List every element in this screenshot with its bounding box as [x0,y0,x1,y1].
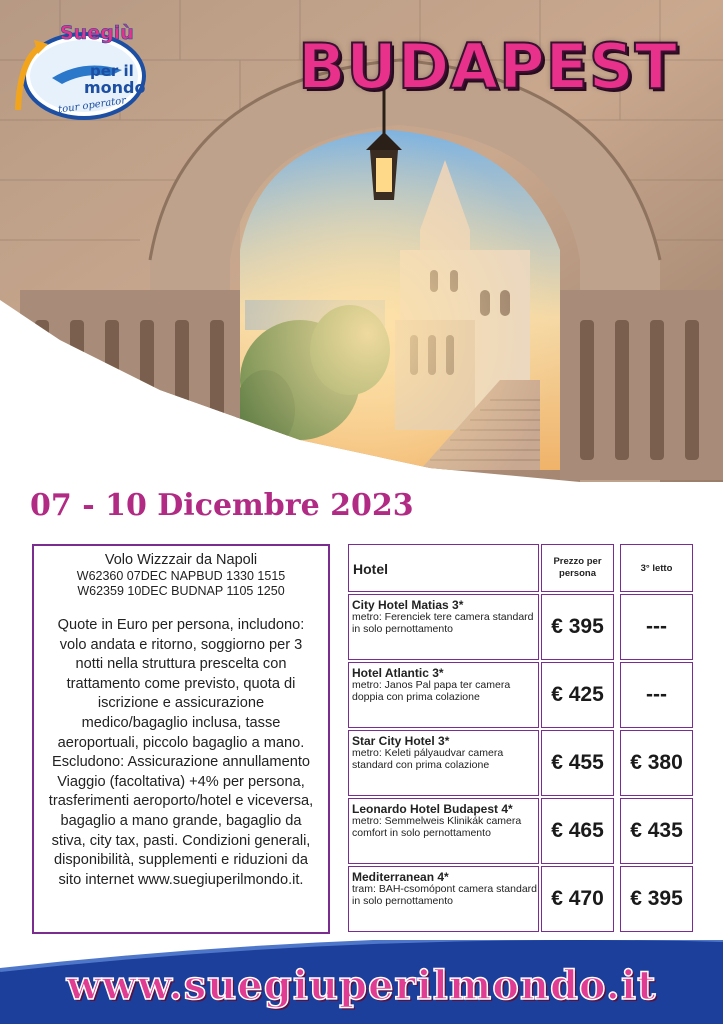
table-row [348,866,539,932]
table-row [348,730,539,796]
header-price-label: Prezzo per persona [553,556,602,579]
price-cell: € 465 [541,798,614,864]
header-price [541,544,614,592]
header-third-bed-label: 3° letto [640,563,673,574]
table-row [348,798,539,864]
third-bed-cell: € 395 [620,866,693,932]
travel-dates: 07 - 10 Dicembre 2023 [30,488,414,523]
brand-logo[interactable] [12,18,152,124]
third-bed-cell: --- [620,594,693,660]
flight-title: Volo Wizzzair da Napoli [104,552,258,568]
header-hotel-label: Hotel [353,561,388,577]
hotel-name: Leonardo Hotel Budapest 4* [352,802,513,816]
header-third-bed [620,544,693,592]
flight-line-outbound: W62360 07DEC NAPBUD 1330 1515 [76,569,286,583]
table-row [348,594,539,660]
hotel-details: metro: Ferenciek tere camera standard in solo pernottamento [352,611,534,635]
header-hotel [348,544,539,592]
logo-text-bottom: mondo [84,78,146,97]
logo-text-top: Suegiù [60,22,134,44]
trip-info-box [32,544,330,934]
hotel-details: metro: Janos Pal papa ter camera doppia con prima colazione [352,679,511,703]
hotel-name: City Hotel Matias 3* [352,598,464,612]
price-cell: € 395 [541,594,614,660]
flight-line-return: W62359 10DEC BUDNAP 1105 1250 [77,584,285,598]
price-cell: € 470 [541,866,614,932]
footer-banner [0,940,723,1024]
hotel-details: metro: Semmelweis Klinikák camera comfort in solo pernottamento [352,815,522,839]
hotel-details: metro: Keleti pályaudvar camera standard con prima colazione [352,747,504,771]
destination-title: BUDAPEST [298,30,678,103]
hotel-details: tram: BAH-csomópont camera standard in solo pernottamento [352,883,537,907]
price-cell: € 455 [541,730,614,796]
logo-text-mid: per il [90,62,134,80]
hotel-name: Hotel Atlantic 3* [352,666,444,680]
third-bed-cell: € 435 [620,798,693,864]
trip-conditions-text: Quote in Euro per persona, includono: volo andata e ritorno, soggiorno per 3 notti nella struttura prescelta con trattamento come previsto, quota di iscrizione e assicurazione medico/bagaglio inclusa, tasse aeroportuali, piccolo bagaglio a mano. Escludono: Assicurazione annullamento Viaggio (facoltativa) +4% per persona, trasferimenti aeroporto/hotel e viceversa, bagaglio a mano grande, bagaglio da stiva, city tax, pasti. Condizioni generali, disponibilità, supplementi e riduzioni da sito internet www.suegiuperilmondo.it. [48,617,314,888]
third-bed-cell: € 380 [620,730,693,796]
hotel-name: Mediterranean 4* [352,870,449,884]
third-bed-cell: --- [620,662,693,728]
hotel-name: Star City Hotel 3* [352,734,450,748]
price-cell: € 425 [541,662,614,728]
website-link[interactable]: www.suegiuperilmondo.it [66,962,657,1009]
logo-tagline: tour operator [57,95,127,116]
table-row [348,662,539,728]
